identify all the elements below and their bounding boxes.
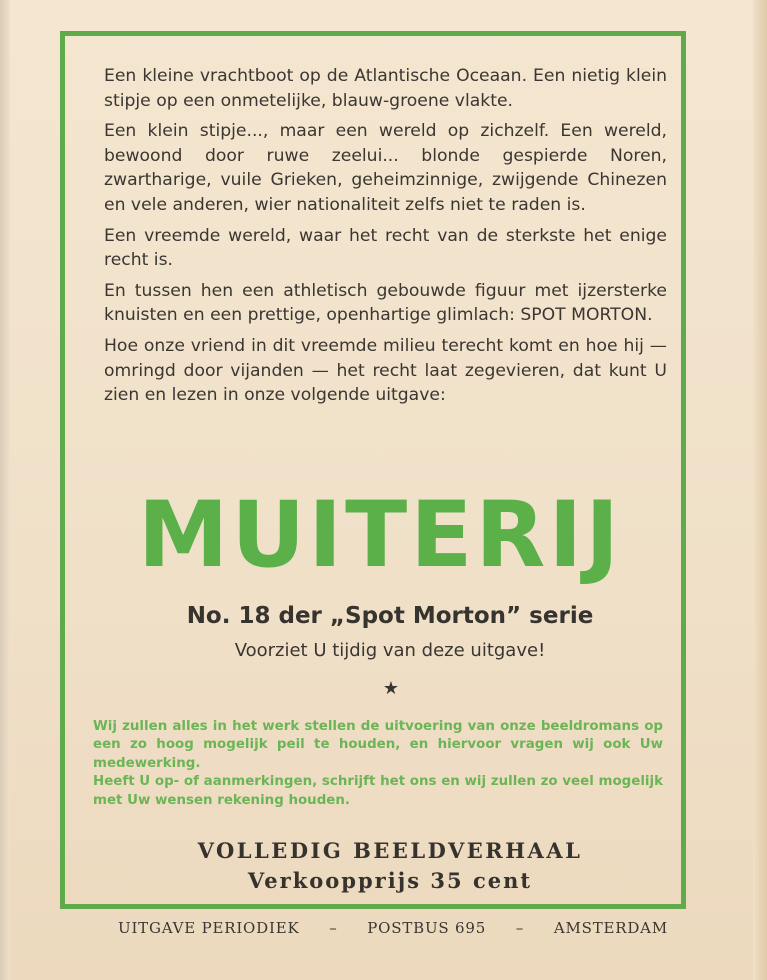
footer-city: AMSTERDAM	[553, 919, 668, 937]
note-line: Heeft U op- of aanmerkingen, schrijft het ons en wij zullen zo veel mogelijk met Uw wensen rekening houden.	[93, 774, 663, 808]
footer-publisher: UITGAVE PERIODIEK	[118, 919, 300, 937]
publisher-note	[93, 718, 663, 810]
intro-text	[104, 64, 667, 414]
page-left-edge	[0, 0, 10, 980]
footer-separator: –	[329, 919, 338, 937]
sale-price: Verkoopprijs 35 cent	[247, 868, 533, 893]
note-line: Wij zullen alles in het werk stellen de uitvoering van onze beeldromans op een zo hoog mogelijk peil te houden, en hiervoor vragen wij ook Uw medewerking.	[93, 719, 663, 771]
serie-number: No. 18 der „Spot Morton” serie	[186, 603, 594, 629]
intro-paragraph: Een klein stipje..., maar een wereld op zichzelf. Een wereld, bewoond door ruwe zeelui... blonde gespierde Noren, zwartharige, vuile Grieken, geheimzinnige, zwijgende Chinezen en vele anderen, wier nationaliteit zelfs niet te raden is.	[104, 121, 667, 215]
book-title: MUITERIJ	[137, 483, 623, 588]
intro-paragraph: En tussen hen een athletisch gebouwde figuur met ijzersterke knuisten en een prettige, openhartige glimlach: SPOT MORTON.	[104, 280, 667, 326]
intro-paragraph: Een kleine vrachtboot op de Atlantische Oceaan. Een nietig klein stipje op een onmetelijke, blauw-groene vlakte.	[104, 66, 667, 111]
footer-postbus: POSTBUS 695	[367, 919, 487, 937]
intro-paragraph: Hoe onze vriend in dit vreemde milieu terecht komt en hoe hij — omringd door vijanden — het recht laat zegevieren, dat kunt U zien en lezen in onze volgende uitgave:	[104, 335, 667, 406]
star-icon: ★	[382, 678, 400, 699]
page-right-edge	[753, 0, 767, 980]
intro-paragraph: Een vreemde wereld, waar het recht van de sterkste het enige recht is.	[104, 225, 667, 271]
full-story-label: VOLLEDIG BEELDVERHAAL	[197, 838, 583, 863]
footer-separator: –	[515, 919, 525, 937]
order-reminder: Voorziet U tijdig van deze uitgave!	[234, 640, 546, 661]
publisher-footer	[118, 919, 668, 937]
